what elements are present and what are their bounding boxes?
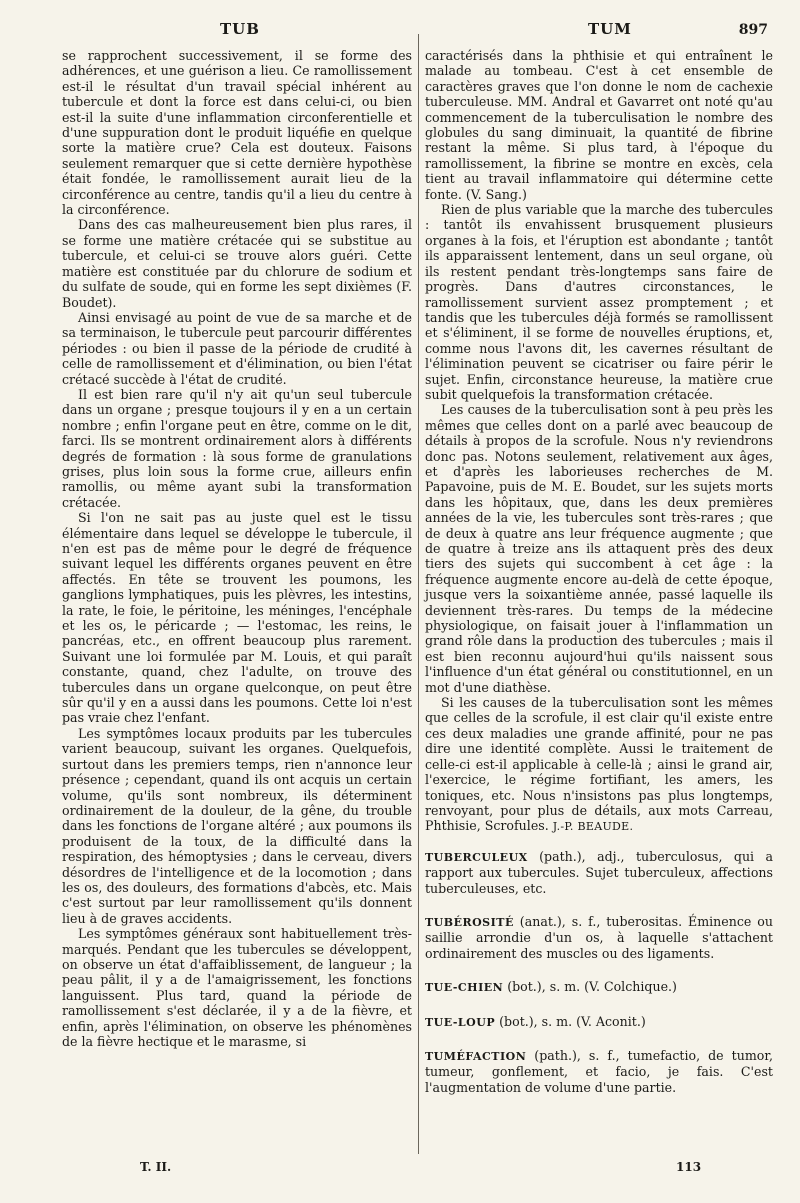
paragraph: Il est bien rare qu'il n'y ait qu'un seul tubercule dans un organe ; presque toujours il y en a un certain nombre ; enfin l'organe peut en être, comme on le dit, farci. Ils se montrent ordinairement alors à différents degrés de formation : là sous forme de granulations grises, plus loin sous la forme crue, ailleurs enfin ramollis, ou même ayant subi la transformation crétacée.	[62, 386, 412, 510]
column-divider	[418, 34, 419, 1154]
dictionary-entry	[425, 914, 773, 961]
paragraph: Rien de plus variable que la marche des tubercules : tantôt ils envahissent brusquement plusieurs organes à la fois, et l'éruption est abondante ; tantôt ils apparaissent lentement, dans un seul organe, où ils restent pendant très-longtemps sans faire de progrès. Dans d'autres circonstances, le ramollissement survient assez promptement ; et tandis que les tubercules déjà formés se ramollissent et s'éliminent, il se forme de nouvelles éruptions, et, comme nous l'avons dit, les cavernes résultant de l'élimination peuvent se cicatriser ou faire périr le sujet. Enfin, circonstance heureuse, la matière crue subit quelquefois la transformation crétacée.	[425, 202, 773, 402]
author-signature: J.-P. BEAUDE.	[552, 820, 634, 834]
paragraph: Les symptômes locaux produits par les tubercules varient beaucoup, suivant les organes. Quelquefois, surtout dans les premiers temps, rien n'annonce leur présence ; cependant, quand ils ont acquis un certain volume, qu'ils sont nombreux, ils déterminent ordinairement de la douleur, de la gêne, du trouble dans les fonctions de l'organe altéré ; aux poumons ils produisent de la toux, de la difficulté dans la respiration, des hémoptysies ; dans le cerveau, divers désordres de l'intelligence et de la locomotion ; dans les os, des douleurs, des formations d'abcès, etc. Mais c'est surtout par leur ramollissement qu'ils donnent lieu à de graves accidents.	[62, 725, 412, 926]
right-column	[425, 48, 773, 1095]
page-number: 897	[738, 22, 768, 38]
dictionary-entry	[425, 1014, 773, 1030]
entry-text: (bot.), s. m. (V. Aconit.)	[499, 1013, 646, 1029]
entry-term: TUBERCULEUX	[425, 850, 528, 864]
left-column	[62, 48, 412, 1049]
paragraph: se rapprochent successivement, il se forme des adhérences, et une guérison a lieu. Ce ramollissement est-il le résultat d'un travail spécial inhérent au tubercule et dont la force est dans celui-ci, ou bien est-il la suite d'une inflammation circonferentielle et d'une suppuration dont le produit liquéfie en quelque sorte la matière crue? Cela est douteux. Faisons seulement remarquer que si cette dernière hypothèse était fondée, le ramollissement aurait lieu de la circonférence au centre, tandis qu'il a lieu du centre à la circonférence.	[62, 48, 412, 218]
dictionary-entry	[425, 1048, 773, 1095]
paragraph: Ainsi envisagé au point de vue de sa marche et de sa terminaison, le tubercule peut parcourir différentes périodes : ou bien il passe de la période de crudité à celle de ramollissement et d'élimination, ou bien l'état crétacé succède à l'état de crudité.	[62, 309, 412, 387]
paragraph	[425, 695, 773, 835]
entry-text: (path.), adj., tuberculosus, qui a rapport aux tubercules. Sujet tuberculeux, affections tuberculeuses, etc.	[425, 848, 773, 896]
entry-term: TUE-CHIEN	[425, 981, 504, 995]
paragraph: Si l'on ne sait pas au juste quel est le tissu élémentaire dans lequel se développe le tubercule, il n'en est pas de même pour le degré de fréquence suivant lequel les différents organes peuvent en être affectés. En tête se trouvent les poumons, les ganglions lymphatiques, puis les plèvres, les intestins, la rate, le foie, le péritoine, les méninges, l'encéphale et les os, le péricarde ; — l'estomac, les reins, le pancréas, etc., en offrent beaucoup plus rarement. Suivant une loi formulée par M. Louis, et qui paraît constante, quand, chez l'adulte, on trouve des tubercules dans un organe quelconque, on peut être sûr qu'il y en a aussi dans les poumons. Cette loi n'est pas vraie chez l'enfant.	[62, 510, 412, 726]
running-head-left: TUB	[220, 20, 260, 38]
volume-mark: T. II.	[140, 1160, 172, 1174]
paragraph: Les causes de la tuberculisation sont à peu près les mêmes que celles dont on a parlé avec beaucoup de détails à propos de la scrofule. Nous n'y reviendrons donc pas. Notons seulement, relativement aux âges, et d'après les laborieuses recherches de M. Papavoine, puis de M. E. Boudet, sur les sujets morts dans les hôpitaux, que, dans les deux premières années de la vie, les tubercules sont très-rares ; que de deux à quatre ans leur fréquence augmente ; que de quatre à treize ans ils attaquent près des deux tiers des sujets qui succombent à cet âge : la fréquence augmente encore au-delà de cette époque, jusque vers la soixantième année, passé laquelle ils deviennent très-rares. Du temps de la médecine physiologique, on faisait jouer à l'inflammation un grand rôle dans la production des tubercules ; mais il est bien reconnu aujourd'hui qu'ils naissent sous l'influence d'un état général ou constitutionnel, en un mot d'une diathèse.	[425, 402, 773, 695]
running-head-right: TUM	[588, 20, 632, 38]
paragraph-text: Si les causes de la tuberculisation sont les mêmes que celles de la scrofule, il est clair qu'il existe entre ces deux maladies une grande affinité, pour ne pas dire une identité complète. Aussi le traitement de celle-ci est-il applicable à celle-là ; ainsi le grand air, l'exercice, le régime fortifiant, les amers, les toniques, etc. Nous n'insistons pas plus longtemps, renvoyant, pour plus de détails, aux mots Carreau, Phthisie, Scrofules.	[425, 695, 773, 834]
entry-term: TUMÉFACTION	[425, 1049, 527, 1063]
paragraph: Dans des cas malheureusement bien plus rares, il se forme une matière crétacée qui se substitue au tubercule, et celui-ci se trouve alors guéri. Cette matière est constituée par du chlorure de sodium et du sulfate de soude, qui en forme les sept dixièmes (F. Boudet).	[62, 217, 412, 310]
paragraph: caractérisés dans la phthisie et qui entraînent le malade au tombeau. C'est à cet ensemble de caractères graves que l'on donne le nom de cachexie tuberculeuse. MM. Andral et Gavarret ont noté qu'au commencement de la tuberculisation le nombre des globules du sang diminuait, la quantité de fibrine restant la même. Si plus tard, à l'époque du ramollissement, la fibrine se montre en excès, cela tient au travail inflammatoire qui détermine cette fonte. (V. Sang.)	[425, 48, 773, 202]
entry-text: (anat.), s. f., tuberositas. Éminence ou saillie arrondie d'un os, à laquelle s'attachent ordinairement des muscles ou des ligaments.	[425, 913, 773, 961]
dictionary-entry	[425, 849, 773, 896]
entry-text: (path.), s. f., tumefactio, de tumor, tumeur, gonflement, et facio, je fais. C'est l'augmentation de volume d'une partie.	[425, 1047, 773, 1095]
signature-mark: 113	[676, 1160, 702, 1174]
dictionary-entry	[425, 979, 773, 995]
entry-term: TUE-LOUP	[425, 1015, 496, 1029]
paragraph: Les symptômes généraux sont habituellement très-marqués. Pendant que les tubercules se développent, on observe un état d'affaiblissement, de langueur ; la peau pâlit, il y a de l'amaigrissement, les fonctions languissent. Plus tard, quand la période de ramollissement s'est déclarée, il y a de la fièvre, et enfin, après l'élimination, on observe les phénomènes de la fièvre hectique et le marasme, si	[62, 926, 412, 1049]
entry-term: TUBÉROSITÉ	[425, 915, 514, 929]
entry-text: (bot.), s. m. (V. Colchique.)	[507, 979, 677, 995]
